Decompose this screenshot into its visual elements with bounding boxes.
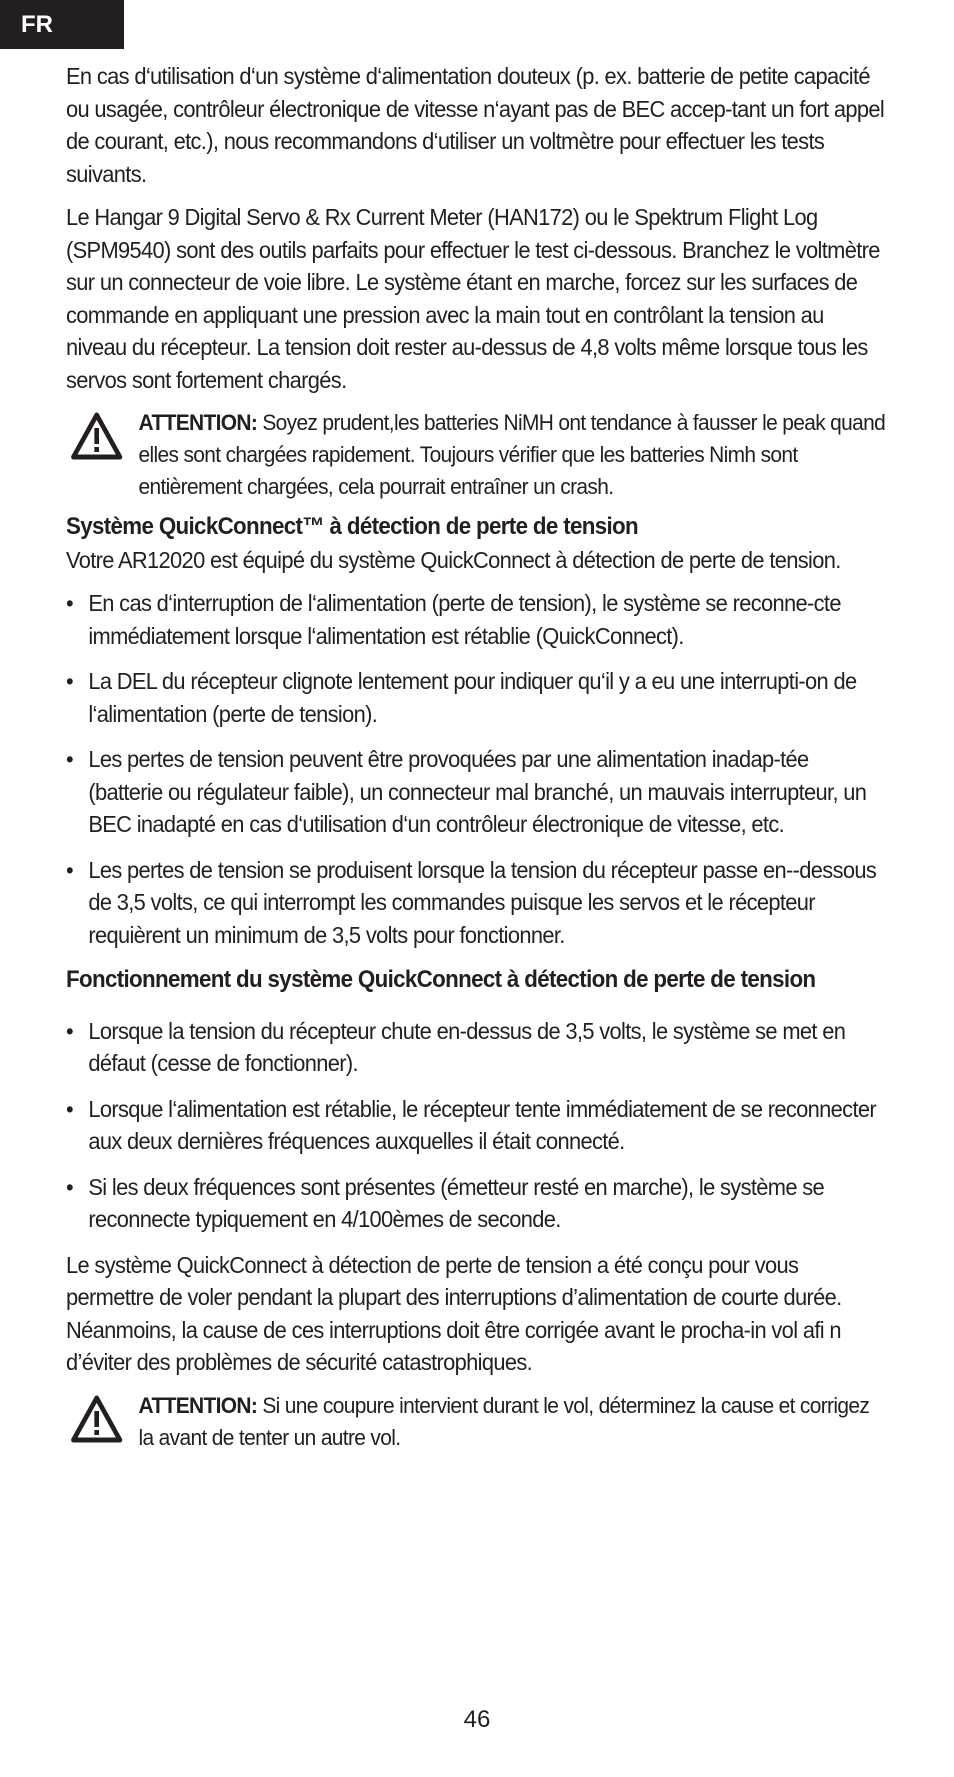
list-item <box>66 587 885 652</box>
list-item <box>66 1015 885 1080</box>
warning-triangle-icon <box>70 411 124 461</box>
list-item <box>66 665 885 730</box>
section-quickconnect <box>66 511 885 576</box>
bullet-mark: • <box>66 856 74 883</box>
warning-box-flight <box>66 1390 885 1454</box>
bullet-mark: • <box>66 1017 74 1044</box>
bullet-list-quickconnect <box>66 587 885 951</box>
list-item-text: Si les deux fréquences sont présentes (émetteur resté en marche), le système se reconnecte typiquement en 4/100èmes de seconde. <box>88 1173 825 1232</box>
list-item-text: Les pertes de tension peuvent être provoquées par une alimentation inadap-tée (batterie ou régulateur faible), un connecteur mal branché, un mauvais interrupteur, un BEC inadapté en cas d‘utilisation d‘un contrôleur électronique de vitesse, etc. <box>88 746 867 837</box>
warning-text <box>139 1390 886 1454</box>
list-item <box>66 854 885 952</box>
paragraph-test-instructions: Le Hangar 9 Digital Servo & Rx Current Meter (HAN172) ou le Spektrum Flight Log (SPM9540) sont des outils parfaits pour effectuer le test ci-dessous. Branchez le voltmètre sur un connecteur de voie libre. Le système étant en marche, forcez sur les surfaces de commande en appliquant une pression avec la main tout en contrôlant la tension au niveau du récepteur. La tension doit rester au-dessus de 4,8 volts même lorsque tous les servos sont fortement chargés. <box>66 204 880 393</box>
bullet-mark: • <box>66 1095 74 1122</box>
paragraph-closing: Le système QuickConnect à détection de perte de tension a été conçu pour vous permettre de voler pendant la plupart des interruptions d’alimentation de courte durée. Néanmoins, la cause de ces interruptions doit être corrigée avant le procha-in vol afi n d’éviter des problèmes de sécurité catastrophiques. <box>66 1251 842 1375</box>
paragraph-intro: En cas d‘utilisation d‘un système d‘alimentation douteux (p. ex. batterie de petite capacité ou usagée, contrôleur électronique de vitesse n‘ayant pas de BEC accep-tant un fort appel de courant, etc.), nous recommandons d‘utiliser un voltmètre pour effectuer les tests suivants. <box>66 63 885 187</box>
list-item <box>66 743 885 841</box>
bullet-mark: • <box>66 668 74 694</box>
bullet-list-operation <box>66 1015 885 1236</box>
list-item-text: Lorsque l‘alimentation est rétablie, le récepteur tente immédiatement de se reconnecter aux deux dernières fréquences auxquelles il était connecté. <box>88 1095 877 1154</box>
page-content <box>66 60 885 1462</box>
language-label: FR <box>21 11 53 38</box>
list-item-text: Les pertes de tension se produisent lorsque la tension du récepteur passe en--dessous de 3,5 volts, ce qui interrompt les commandes puisque les servos et le récepteur requièrent un minimum de 3,5 volts pour fonctionner. <box>88 856 877 948</box>
warning-label: ATTENTION: <box>138 1392 258 1418</box>
language-tab <box>0 0 124 49</box>
section-title: Système QuickConnect™ à détection de perte de tension <box>66 513 639 540</box>
page-number: 46 <box>463 1706 491 1733</box>
warning-label: ATTENTION: <box>138 410 258 435</box>
section-quickconnect-operation <box>66 964 885 1379</box>
section-title: Fonctionnement du système QuickConnect à détection de perte de tension <box>66 966 816 993</box>
warning-message: Soyez prudent,les batteries NiMH ont tendance à fausser le peak quand elles sont chargées rapidement. Toujours vérifier que les batteries Nimh sont entièrement chargées, cela pourrait entraîner un crash. <box>138 410 886 499</box>
warning-text <box>139 407 886 503</box>
warning-box-nimh <box>66 407 885 503</box>
list-item-text: Lorsque la tension du récepteur chute en-dessus de 3,5 volts, le système se met en défaut (cesse de fonctionner). <box>88 1017 846 1076</box>
warning-message: Si une coupure intervient durant le vol, déterminez la cause et corrigez la avant de tenter un autre vol. <box>138 1392 870 1450</box>
section-intro: Votre AR12020 est équipé du système QuickConnect à détection de perte de tension. <box>66 546 841 573</box>
bullet-mark: • <box>66 746 74 772</box>
list-item-text: La DEL du récepteur clignote lentement pour indiquer qu‘il y a eu une interrupti-on de l‘alimentation (perte de tension). <box>88 668 857 727</box>
bullet-mark: • <box>66 1173 74 1200</box>
list-item-text: En cas d‘interruption de l‘alimentation (perte de tension), le système se reconne-cte immédiatement lorsque l‘alimentation est rétablie (QuickConnect). <box>88 590 841 649</box>
bullet-mark: • <box>66 590 74 616</box>
warning-triangle-icon <box>70 1394 124 1444</box>
list-item <box>66 1171 885 1236</box>
list-item <box>66 1093 885 1158</box>
